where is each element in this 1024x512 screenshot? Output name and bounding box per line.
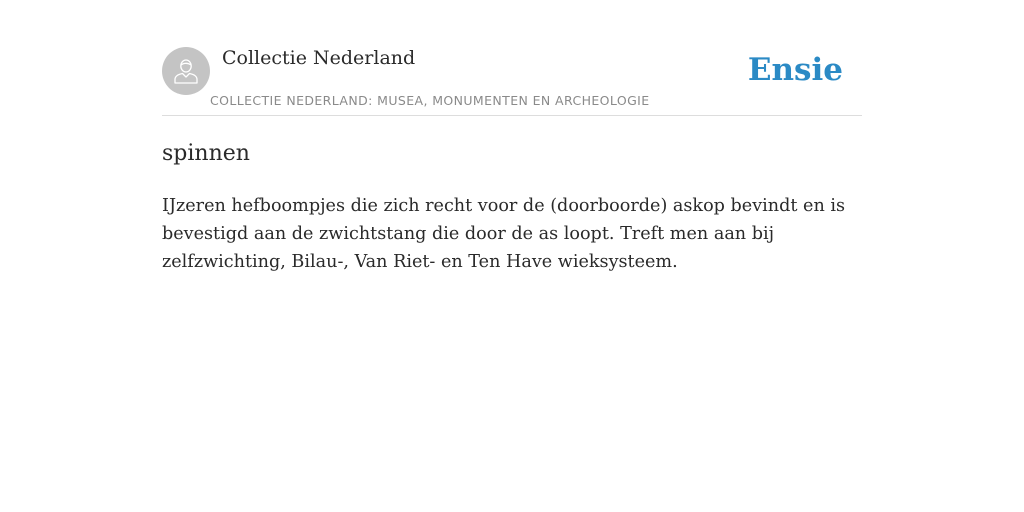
entry-definition: IJzeren hefboompjes die zich recht voor de (doorboorde) askop bevindt en is bevestigd aan de zwichtstang die door de as loopt. Treft men aan bij zelfzwichting, Bilau-, Van Riet- en Ten Have wieksysteem. xyxy=(162,196,846,272)
page-header xyxy=(162,40,862,116)
author-subtitle: COLLECTIE NEDERLAND: MUSEA, MONUMENTEN EN ARCHEOLOGIE xyxy=(210,93,650,108)
user-icon xyxy=(171,56,201,86)
entry-term: spinnen xyxy=(162,141,250,166)
ensie-logo-link[interactable]: Ensie xyxy=(747,52,843,88)
author-name[interactable]: Collectie Nederland xyxy=(222,47,416,69)
avatar[interactable] xyxy=(162,47,210,95)
